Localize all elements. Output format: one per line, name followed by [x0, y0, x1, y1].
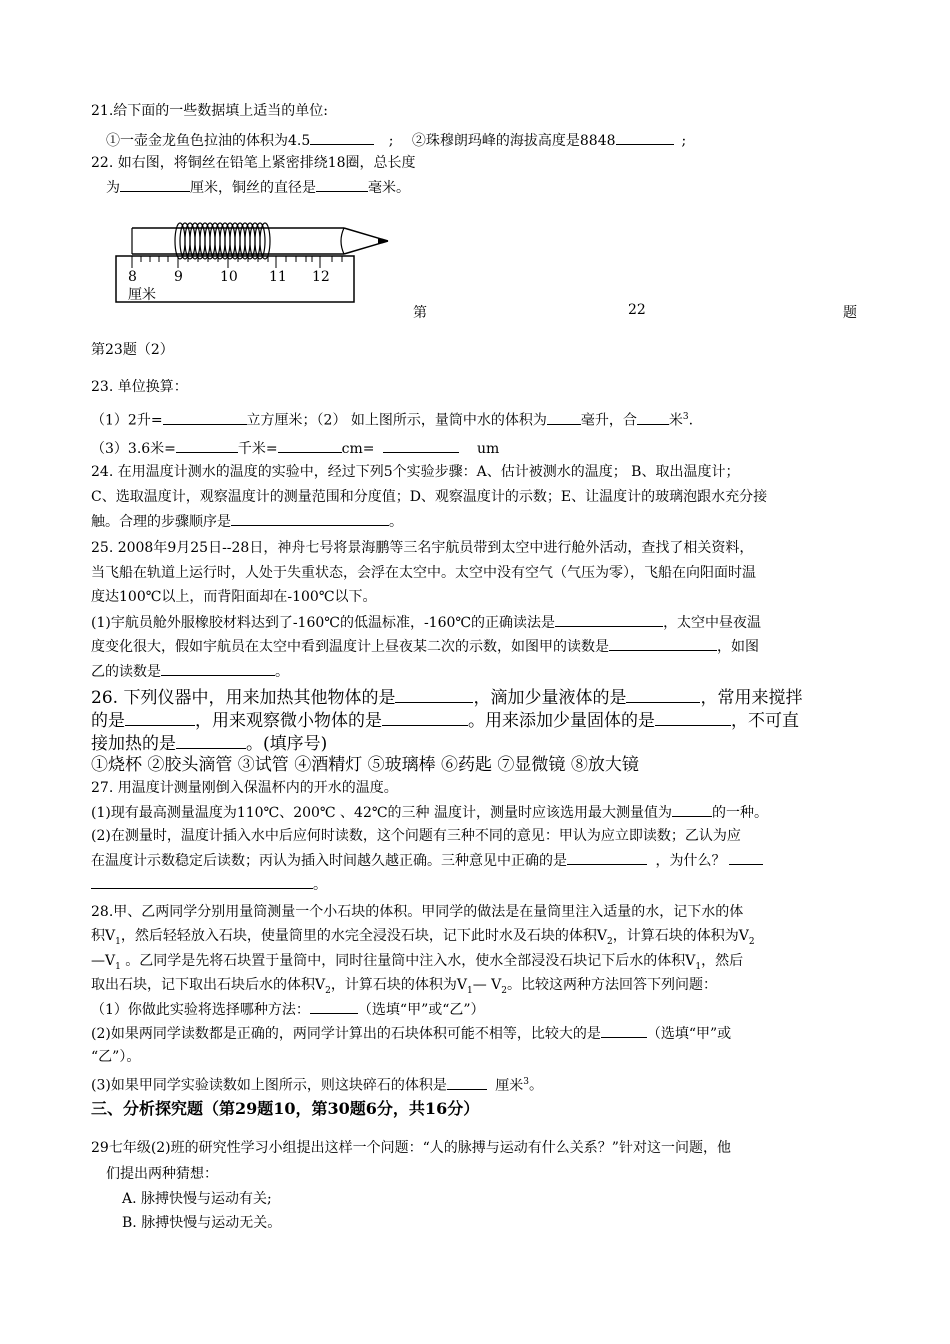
q24-l3b: 。	[389, 514, 403, 530]
q28-l2s1: 1	[115, 936, 121, 947]
q25-blank2[interactable]	[609, 636, 717, 651]
q22-blank-diameter[interactable]	[316, 177, 368, 192]
q22-pre: 为	[106, 180, 120, 196]
q22-line1: 22. 如右图，将铜丝在铅笔上紧密排绕18圈，总长度	[91, 155, 416, 171]
q28-l2a: 积V	[91, 928, 116, 944]
q27-l3	[91, 850, 763, 871]
q25-l5	[91, 636, 759, 657]
q27-stem: 27. 用温度计测量刚倒入保温杯内的开水的温度。	[91, 780, 398, 796]
q23-p1c: 毫升，合	[580, 412, 637, 429]
q23-blank4[interactable]	[176, 438, 238, 453]
q27-blank3[interactable]	[729, 850, 763, 865]
q26-blank2[interactable]	[626, 685, 700, 703]
q27-l1a: (1)现有最高测量温度为110℃、200℃ 、42℃的三种 温度计，测量时应该选用最大测量值为	[91, 805, 672, 821]
q23-p1a: （1）2升=	[91, 412, 163, 429]
q23-p2b: 千米=	[237, 441, 278, 457]
q28-l8b: 厘米	[495, 1077, 524, 1094]
q23-p2a: （3）3.6米=	[91, 441, 176, 457]
q23-blank3[interactable]	[637, 410, 669, 425]
q28-l8c: 3	[523, 1077, 530, 1087]
q23-fig-label: 第23题（2）	[91, 342, 174, 358]
q28-l4a: 取出石块，记下取出石块后水的体积V	[91, 977, 326, 993]
q23-blank1[interactable]	[163, 410, 247, 425]
q28-l5b: （选填“甲”或“乙”）	[357, 1002, 485, 1018]
q26-l1	[91, 685, 802, 709]
q25-l6b: 。	[275, 664, 289, 680]
q22-caption-c: 题	[843, 305, 857, 321]
q25-l1: 25. 2008年9月25日--28日，神舟七号将景海鹏等三名宇航员带到太空中进行舱外活动，查找了相关资料，	[91, 540, 754, 556]
q23-p1b: 立方厘米；（2） 如上图所示，量筒中水的体积为	[246, 412, 547, 429]
q29-l1: 29七年级(2)班的研究性学习小组提出这样一个问题：“人的脉搏与运动有什么关系？”针对这一问题，他	[91, 1140, 731, 1156]
q28-l4d: 。比较这两种方法回答下列问题：	[507, 977, 717, 993]
q28-l3b: 。乙同学是先将石块置于量筒中，同时往量筒中注入水，使水全部浸没石块记下后水的体积V	[120, 953, 696, 969]
q21-items	[106, 130, 686, 151]
q28-l8	[91, 1072, 543, 1096]
q22-mid: 厘米，铜丝的直径是	[190, 180, 316, 196]
q28-l5	[91, 999, 485, 1020]
q23-blank5[interactable]	[278, 438, 342, 453]
q26-l2c: 。用来添加少量固体的是	[468, 711, 655, 731]
q26-blank1[interactable]	[395, 685, 473, 703]
q23-part3	[91, 438, 499, 459]
q26-l2a: 的是	[91, 711, 125, 731]
q24-l2: C、选取温度计，观察温度计的测量范围和分度值；D、观察温度计的示数；E、让温度计的玻璃泡跟水充分接	[91, 489, 768, 505]
q24-l1: 24. 在用温度计测水的温度的实验中，经过下列5个实验步骤：A、估计被测水的温度； B、取出温度计；	[91, 464, 740, 480]
q28-l2	[91, 926, 755, 952]
q27-blank1[interactable]	[672, 802, 712, 817]
ruler-tick-8: 8	[128, 269, 137, 285]
q25-l2: 当飞船在轨道上运行时，人处于失重状态，会浮在太空中。太空中没有空气（气压为零），飞船在向阳面时温	[91, 565, 756, 581]
q29-l2: 们提出两种猜想：	[106, 1166, 218, 1182]
q25-l4b: ，太空中昼夜温	[663, 615, 762, 631]
ruler-tick-11: 11	[269, 269, 287, 285]
q25-l6	[91, 661, 289, 682]
ruler-tick-9: 9	[174, 269, 183, 285]
q27-l4b: 。	[313, 877, 327, 893]
q26-blank3[interactable]	[125, 708, 195, 726]
q28-l4c: — V	[472, 977, 502, 993]
q29-option-b: B. 脉搏快慢与运动无关。	[122, 1215, 282, 1231]
q28-l3	[91, 951, 743, 977]
q28-l3c: ，然后	[701, 953, 744, 969]
q28-l1: 28.甲、乙两同学分别用量筒测量一个小石块的体积。甲同学的做法是在量筒里注入适量的水，记下水的体	[91, 904, 744, 920]
q28-l2s3: 2	[748, 936, 755, 947]
q21-end: ;	[681, 133, 687, 149]
q23-p2d: um	[476, 441, 500, 457]
q21-item2: ②珠穆朗玛峰的海拔高度是8848	[411, 133, 616, 149]
q28-l2s2: 2	[606, 936, 613, 947]
q28-l5a: （1）你做此实验将选择哪种方法：	[91, 1002, 310, 1018]
q25-l3: 度达100℃以上，而背阳面却在-100℃以下。	[91, 589, 377, 605]
q22-line2	[106, 177, 410, 198]
q23-p1e: 3	[682, 412, 689, 422]
q29-option-a: A. 脉搏快慢与运动有关;	[122, 1191, 272, 1207]
q25-l4a: (1)宇航员舱外服橡胶材料达到了-160℃的低温标准，-160℃的正确读法是	[91, 615, 556, 631]
q27-l3b: ，为什么？	[655, 853, 726, 869]
q28-blank2[interactable]	[601, 1023, 647, 1038]
q28-l8a: (3)如果甲同学实验读数如上图所示，则这块碎石的体积是	[91, 1077, 447, 1094]
q25-l5b: ，如图	[717, 639, 759, 655]
q28-l4	[91, 975, 717, 1001]
q26-l2b: ，用来观察微小物体的是	[195, 711, 382, 731]
q22-post: 毫米。	[368, 180, 410, 196]
q26-blank6[interactable]	[176, 731, 246, 749]
q28-l6	[91, 1023, 731, 1044]
q28-l4b: ，计算石块的体积为V	[330, 977, 467, 993]
q28-l3s2: 1	[695, 961, 702, 972]
ruler-tick-12: 12	[312, 269, 330, 285]
q28-blank1[interactable]	[310, 999, 358, 1014]
q28-l2c: ，计算石块的体积为V	[612, 928, 749, 944]
pencil-ruler-figure	[112, 208, 402, 308]
q26-l3b: 。(填序号)	[246, 734, 328, 754]
q28-l4s1: 2	[325, 985, 331, 996]
q27-blank4[interactable]	[91, 874, 313, 889]
q23-p1f: .	[688, 412, 694, 429]
q28-l8d: 。	[529, 1077, 544, 1094]
q26-l3	[91, 731, 327, 755]
q21-stem: 21.给下面的一些数据填上适当的单位:	[91, 103, 328, 119]
q21-item1: ①一壶金龙鱼色拉油的体积为4.5	[106, 133, 311, 149]
q23-blank2[interactable]	[547, 410, 581, 425]
q24-l3	[91, 511, 403, 532]
q24-blank[interactable]	[231, 511, 389, 526]
q23-part1	[91, 407, 693, 431]
q26-options: ①烧杯 ②胶头滴管 ③试管 ④酒精灯 ⑤玻璃棒 ⑥药匙 ⑦显微镜 ⑧放大镜	[91, 755, 639, 775]
q21-blank1[interactable]	[310, 130, 374, 145]
q25-blank1[interactable]	[555, 612, 663, 627]
q23-stem: 23. 单位换算：	[91, 379, 188, 395]
q23-blank6[interactable]	[383, 438, 459, 453]
q28-l7: “乙”）。	[91, 1049, 141, 1065]
q28-l6a: (2)如果两同学读数都是正确的，两同学计算出的石块体积可能不相等，比较大的是	[91, 1026, 601, 1042]
q21-blank2[interactable]	[616, 130, 674, 145]
q28-l3s1: 1	[115, 961, 121, 972]
q23-p1d: 米	[668, 412, 683, 429]
q28-l6b: （选填“甲”或	[646, 1026, 732, 1042]
q23-p2c: cm=	[341, 441, 375, 457]
q22-caption-a: 第	[413, 305, 427, 321]
q26-blank5[interactable]	[655, 708, 731, 726]
q26-l2	[91, 708, 799, 732]
q28-blank3[interactable]	[447, 1075, 487, 1090]
q27-l4	[91, 874, 327, 895]
q28-l4s3: 2	[501, 985, 507, 996]
q27-l1	[91, 802, 768, 823]
q26-l2d: ，不可直	[731, 711, 799, 731]
q27-l1b: 的一种。	[711, 805, 768, 821]
q26-l1b: ，滴加少量液体的是	[473, 688, 627, 708]
q22-blank-length[interactable]	[120, 177, 190, 192]
q25-l5a: 度变化很大，假如宇航员在太空中看到温度计上昼夜某二次的示数，如图甲的读数是	[91, 639, 609, 655]
ruler-unit: 厘米	[128, 287, 156, 303]
ruler-tick-10: 10	[220, 269, 238, 285]
q25-l6a: 乙的读数是	[91, 664, 161, 680]
q26-blank4[interactable]	[382, 708, 468, 726]
q27-l2: (2)在测量时，温度计插入水中后应何时读数，这个问题有三种不同的意见：甲认为应立即读数；乙认为应	[91, 828, 741, 844]
q28-l4s2: 1	[466, 985, 473, 996]
q28-l2b: ，然后轻轻放入石块，使量筒里的水完全浸没石块，记下此时水及石块的体积V	[120, 928, 607, 944]
q27-l3a: 在温度计示数稳定后读数；丙认为插入时间越久越正确。三种意见中正确的是	[91, 853, 567, 869]
q21-sep: ;	[388, 133, 394, 149]
section3-heading: 三、分析探究题（第29题10，第30题6分，共16分）	[91, 1099, 480, 1118]
q26-l3a: 接加热的是	[91, 734, 176, 754]
q26-l1c: ，常用来搅拌	[700, 688, 803, 708]
q24-l3a: 触。合理的步骤顺序是	[91, 514, 231, 530]
q25-blank3[interactable]	[161, 661, 275, 676]
q26-l1a: 26. 下列仪器中，用来加热其他物体的是	[91, 688, 396, 708]
q25-l4	[91, 612, 761, 633]
q27-blank2[interactable]	[567, 850, 647, 865]
q22-caption-b: 22	[628, 302, 646, 318]
q28-l3a: —V	[91, 953, 116, 969]
